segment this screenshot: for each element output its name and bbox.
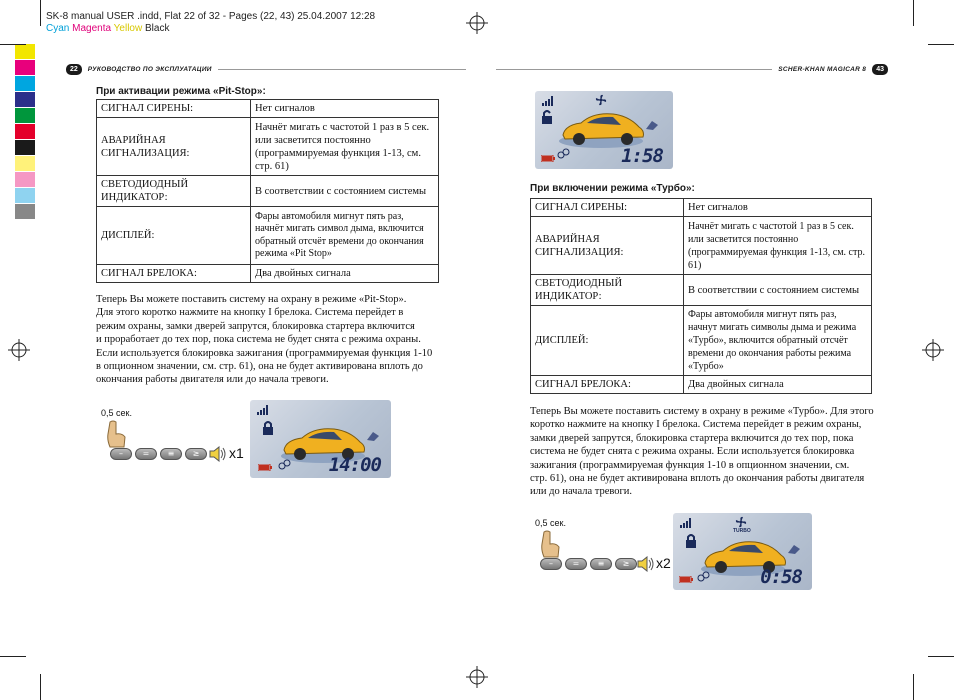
table-row [531,199,872,217]
table-value: Фары автомобиля мигнут пять раз, начнут мигать символы дыма и режима «Турбо», включится обратный отсчёт времени до окончания работы режима «Турбо» [684,306,872,376]
pitstop-spec-table [96,99,439,283]
slug-cyan: Cyan [46,23,70,34]
table-row [531,217,872,275]
battery-icon [679,576,693,583]
paragraph-line: замки дверей запрутся, блокировка стартера включится до тех пор, пока [530,432,854,444]
turbo-section-title: При включении режима «Турбо»: [530,183,695,194]
right-running-header [496,63,888,75]
registration-mark-icon [466,666,488,688]
pressing-finger-icon [538,530,562,558]
slug-magenta: Magenta [72,23,112,34]
crop-mark [0,44,26,45]
crop-mark [928,44,954,45]
paragraph-line: зажигания (программируемая функция 1-10 в опционном значении, см. [530,459,850,471]
crop-mark [913,0,914,26]
turbo-instructions [530,405,880,499]
registration-mark-icon [466,12,488,34]
lcd-countdown: 1:58 [621,145,663,167]
slug-file-info: SK-8 manual USER .indd, Flat 22 of 32 - Pages (22, 43) 25.04.2007 12:28 [46,11,376,22]
table-key: АВАРИЙНАЯ СИГНАЛИЗАЦИЯ: [531,217,684,275]
color-swatch [15,108,35,124]
printer-slug [46,11,375,35]
speaker-icon [208,446,228,462]
lock-icon [685,533,697,548]
table-row [97,100,439,118]
paragraph-line: окончания работы двигателя или до начала тревоги. [96,374,329,386]
door-sensor-icon [645,119,659,131]
crop-mark [0,656,26,657]
right-header-title: SCHER-KHAN MAGICAR 8 [778,65,867,73]
pressing-finger-icon [104,420,128,448]
table-key: СИГНАЛ СИРЕНЫ: [531,199,684,217]
left-running-header [66,63,466,75]
paragraph-line: или до начала тревоги. [530,486,633,498]
pitstop-instructions [96,293,456,387]
left-header-title: РУКОВОДСТВО ПО ЭКСПЛУАТАЦИИ [87,65,212,73]
color-swatch [15,172,35,188]
fob-button-1[interactable]: – [110,448,132,460]
table-key: СИГНАЛ СИРЕНЫ: [97,100,251,118]
right-page-number: 43 [872,64,888,75]
paragraph-line: Для этого коротко нажмите на кнопку I брелока. Система перейдет в [96,307,404,319]
crop-mark [928,656,954,657]
fan-icon [595,94,607,106]
table-row [531,376,872,394]
color-swatch [15,44,35,60]
paragraph-line: Теперь Вы можете поставить систему на охрану в режиме «Pit-Stop». [96,294,407,305]
color-swatch [15,188,35,204]
car-icon [557,107,645,149]
table-value: В соответствии с состоянием системы [251,176,439,207]
table-value: Нет сигналов [251,100,439,118]
fob-button-3[interactable]: ≡ [160,448,182,460]
table-key: ДИСПЛЕЙ: [97,207,251,265]
table-key: СИГНАЛ БРЕЛОКА: [97,265,251,283]
signal-strength-icon [680,518,694,528]
fob-button-1[interactable]: – [540,558,562,570]
signal-strength-icon [257,405,271,415]
color-swatch [15,92,35,108]
color-swatch [15,76,35,92]
table-key: АВАРИЙНАЯ СИГНАЛИЗАЦИЯ: [97,118,251,176]
paragraph-line: система не будет снята с режима охраны. Если используется блокировка [530,446,855,458]
beep-multiplier: x1 [229,445,244,461]
right-bottom-lcd-display [673,513,812,590]
paragraph-line: в опционном значении, см. стр. 61), она не будет активирована вплоть до [96,361,423,373]
table-key: СВЕТОДИОДНЫЙ ИНДИКАТОР: [97,176,251,207]
pitstop-section-title: При активации режима «Pit-Stop»: [96,86,266,97]
registration-mark-icon [8,339,30,361]
battery-icon [258,464,272,471]
color-bar [15,44,35,220]
registration-mark-icon [922,339,944,361]
paragraph-line: коротко нажмите на кнопку I брелока. Система перейдет в режим охраны, [530,419,862,431]
paragraph-line: стр. 61), она не будет активирована вплоть до окончания работы двигателя [530,473,865,485]
unlock-icon [541,109,553,124]
lcd-countdown: 14:00 [328,454,381,476]
table-value: Нет сигналов [684,199,872,217]
color-swatch [15,156,35,172]
signal-strength-icon [542,96,556,106]
table-key: ДИСПЛЕЙ: [531,306,684,376]
press-duration-label: 0,5 сек. [101,408,132,418]
table-row [97,207,439,265]
fob-button-2[interactable]: = [135,448,157,460]
turbo-spec-table [530,198,872,394]
fob-button-2[interactable]: = [565,558,587,570]
slug-yellow: Yellow [113,23,143,34]
color-swatch [15,60,35,76]
table-value: В соответствии с состоянием системы [684,275,872,306]
turbo-label: TURBO [733,528,751,534]
door-sensor-icon [366,430,380,442]
left-page-number: 22 [66,64,82,75]
fob-button-4[interactable]: ≥ [185,448,207,460]
battery-icon [541,155,555,162]
lcd-countdown: 0:58 [760,566,802,588]
right-top-lcd-display [535,91,673,169]
table-value: Начнёт мигать с частотой 1 раз в 5 сек. или засветится постоянно (программируемая функция 1-13, см. стр. 61) [684,217,872,275]
slug-black: Black [145,23,170,34]
left-lcd-display [250,400,391,478]
door-sensor-icon [787,543,801,555]
fob-buttons [540,558,637,570]
speaker-icon [636,556,656,572]
crop-mark [40,674,41,700]
table-value: Начнёт мигать с частотой 1 раз в 5 сек. или засветится постоянно (программируемая функция 1-13, см. стр. 61) [251,118,439,176]
smoke-icon [557,147,571,159]
fob-buttons [110,448,207,460]
crop-mark [40,0,41,26]
table-key: СВЕТОДИОДНЫЙ ИНДИКАТОР: [531,275,684,306]
table-value: Два двойных сигнала [251,265,439,283]
paragraph-line: режим охраны, замки дверей запрутся, блокировка стартера включится [96,320,415,332]
table-row [97,265,439,283]
smoke-icon [278,458,292,470]
paragraph-line: Теперь Вы можете поставить систему в охрану в режиме «Турбо». Для этого [530,406,874,417]
slug-color-names [46,23,375,35]
smoke-icon [697,570,711,582]
table-row [97,118,439,176]
table-row [531,306,872,376]
crop-mark [913,674,914,700]
table-value: Два двойных сигнала [684,376,872,394]
color-swatch [15,140,35,156]
paragraph-line: Если используется блокировка зажигания (программируемая функция 1-10 [96,347,433,359]
fob-button-3[interactable]: ≡ [590,558,612,570]
color-swatch [15,204,35,220]
color-swatch [15,124,35,140]
fan-icon [735,516,747,528]
press-duration-label: 0,5 сек. [535,518,566,528]
table-row [97,176,439,207]
lock-icon [262,420,274,435]
beep-multiplier: x2 [656,555,671,571]
table-key: СИГНАЛ БРЕЛОКА: [531,376,684,394]
table-row [531,275,872,306]
paragraph-line: и проработает до тех пор, пока система не будет снята с режима охраны. [96,334,421,346]
table-value: Фары автомобиля мигнут пять раз, начнёт мигать символ дыма, включится обратный отсчёт времени до окончания режима «Pit Stop» [251,207,439,265]
fob-button-4[interactable]: ≥ [615,558,637,570]
